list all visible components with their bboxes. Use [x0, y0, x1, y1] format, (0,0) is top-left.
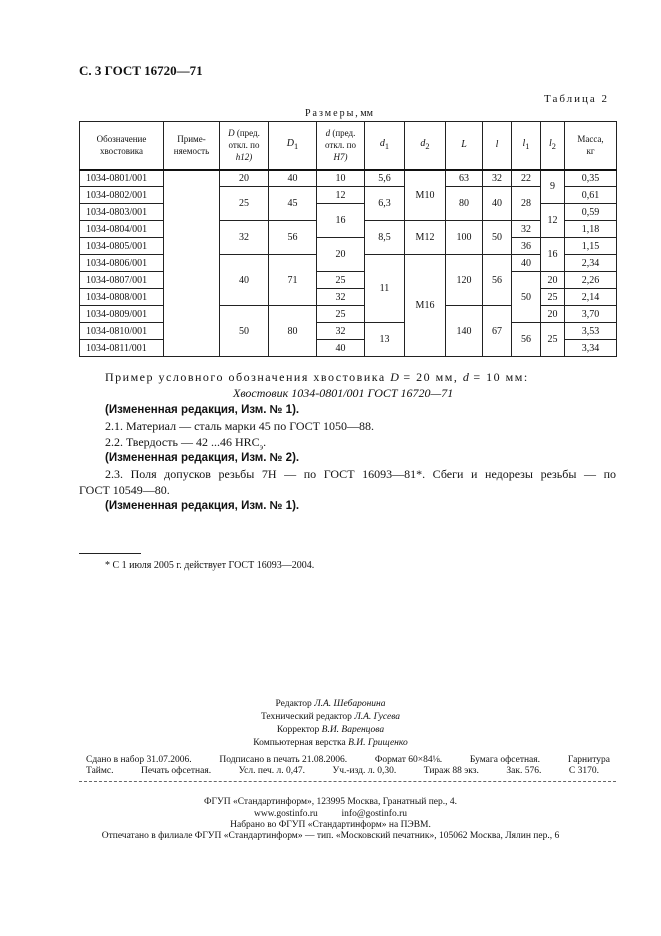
cell-D: 50: [220, 306, 269, 357]
cell-D1: 80: [269, 306, 317, 357]
cell-L: 80: [446, 187, 483, 221]
col-D: D (пред. откл. по h12): [220, 122, 269, 170]
cell-l: 56: [483, 255, 512, 306]
cell-d: 25: [317, 272, 365, 289]
edit-note-2: (Измененная редакция, Изм. № 2).: [105, 452, 300, 464]
cell-l: 50: [483, 221, 512, 255]
cell-designation: 1034-0807/001: [80, 272, 164, 289]
table-row: [80, 323, 617, 340]
footnote: * С 1 июля 2005 г. действует ГОСТ 16093—2004.: [105, 560, 315, 571]
cell-l1: 40: [512, 255, 541, 272]
cell-designation: 1034-0803/001: [80, 204, 164, 221]
cell-l1: 22: [512, 170, 541, 187]
cell-l2: 25: [541, 323, 565, 357]
col-l: l: [483, 122, 512, 170]
cell-l: 32: [483, 170, 512, 187]
separator-line: [79, 781, 616, 782]
cell-designation: 1034-0809/001: [80, 306, 164, 323]
cell-mass: 3,34: [565, 340, 617, 357]
org-line-3: Набрано во ФГУП «Стандартинформ» на ПЭВМ.: [230, 820, 431, 830]
table-row: [80, 272, 617, 289]
table-label: Таблица 2: [544, 93, 610, 105]
org-line-2: www.gostinfo.ru info@gostinfo.ru: [254, 809, 407, 819]
cell-D: 25: [220, 187, 269, 221]
cell-l1: 28: [512, 187, 541, 221]
cell-d1: 8,5: [365, 221, 405, 255]
col-l2: $l_2$: [541, 122, 565, 170]
cell-l2: 25: [541, 289, 565, 306]
col-l1: $l_1$: [512, 122, 541, 170]
table-header-row: [80, 122, 617, 170]
caption-word: Размеры: [305, 108, 356, 119]
cell-designation: 1034-0810/001: [80, 323, 164, 340]
imprint-tech-editor: Технический редактор Л.А. Гусева: [260, 712, 401, 722]
imprint-corrector: Корректор В.И. Варенцова: [276, 725, 385, 735]
cell-D: 32: [220, 221, 269, 255]
pub-info-line-2: Таймс. Печать офсетная. Усл. печ. л. 0,47. Уч.-изд. л. 0,30. Тираж 88 экз. Зак. 576. С 3170.: [86, 766, 599, 776]
cell-mass: 0,59: [565, 204, 617, 221]
edit-note-3: (Измененная редакция, Изм. № 1).: [105, 500, 300, 512]
cell-designation: 1034-0811/001: [80, 340, 164, 357]
imprint-editor: Редактор Л.А. Шебаронина: [275, 699, 386, 709]
cell-mass: 2,26: [565, 272, 617, 289]
cell-designation: 1034-0804/001: [80, 221, 164, 238]
col-mass: Масса, кг: [565, 122, 617, 170]
cell-l2: 20: [541, 306, 565, 323]
cell-D1: 40: [269, 170, 317, 187]
cell-l1: 36: [512, 238, 541, 255]
cell-l2: 12: [541, 204, 565, 238]
cell-L: 140: [446, 306, 483, 357]
cell-l: 67: [483, 306, 512, 357]
cell-l2: 9: [541, 170, 565, 204]
org-line-1: ФГУП «Стандартинформ», 123995 Москва, Гранатный пер., 4.: [203, 797, 458, 807]
col-d: d (пред. откл. по H7): [317, 122, 365, 170]
col-applicability: Приме- няемость: [164, 122, 220, 170]
edit-note-1: (Измененная редакция, Изм. № 1).: [105, 404, 300, 416]
cell-d: 40: [317, 340, 365, 357]
cell-l1: 50: [512, 272, 541, 323]
cell-designation: 1034-0808/001: [80, 289, 164, 306]
imprint-layout: Компьютерная верстка В.И. Грищенко: [253, 738, 408, 748]
cell-D: 20: [220, 170, 269, 187]
cell-D1: 45: [269, 187, 317, 221]
table-row: [80, 170, 617, 187]
table-caption: [305, 108, 373, 119]
cell-applicability: [164, 170, 220, 357]
col-d2: $d_2$: [405, 122, 446, 170]
cell-mass: 0,35: [565, 170, 617, 187]
cell-designation: 1034-0802/001: [80, 187, 164, 204]
cell-L: 63: [446, 170, 483, 187]
cell-d1: 5,6: [365, 170, 405, 187]
cell-d: 16: [317, 204, 365, 238]
cell-d1: 11: [365, 255, 405, 323]
cell-l: 40: [483, 187, 512, 221]
cell-d2: M10: [405, 170, 446, 221]
cell-L: 120: [446, 255, 483, 306]
cell-mass: 3,53: [565, 323, 617, 340]
cell-d2: M12: [405, 221, 446, 255]
item-2-2: 2.2. Твердость — 42 ...46 $HRC_э$.: [105, 435, 267, 452]
cell-D: 40: [220, 255, 269, 306]
cell-designation: 1034-0806/001: [80, 255, 164, 272]
cell-l2: 16: [541, 238, 565, 272]
table-row: [80, 187, 617, 204]
cell-l1: 32: [512, 221, 541, 238]
cell-mass: 1,15: [565, 238, 617, 255]
footnote-rule: [79, 553, 141, 554]
cell-designation: 1034-0805/001: [80, 238, 164, 255]
cell-designation: 1034-0801/001: [80, 170, 164, 187]
col-L: L: [446, 122, 483, 170]
cell-d: 32: [317, 323, 365, 340]
cell-d: 25: [317, 306, 365, 323]
cell-D1: 56: [269, 221, 317, 255]
page-header: С. 3 ГОСТ 16720—71: [79, 63, 203, 78]
cell-mass: 2,34: [565, 255, 617, 272]
item-2-3-line2: ГОСТ 10549—80.: [79, 483, 170, 497]
org-line-4: Отпечатано в филиале ФГУП «Стандартинформ» — тип. «Московский печатник», 105062 Москва, Лялин пер., 6: [101, 831, 560, 841]
cell-d2: M16: [405, 255, 446, 357]
cell-mass: 3,70: [565, 306, 617, 323]
dimensions-table: [79, 121, 617, 357]
cell-D1: 71: [269, 255, 317, 306]
cell-d: 20: [317, 238, 365, 272]
example-designation: Хвостовик 1034-0801/001 ГОСТ 16720—71: [233, 386, 454, 400]
col-d1: $d_1$: [365, 122, 405, 170]
cell-d: 10: [317, 170, 365, 187]
cell-d1: 6,3: [365, 187, 405, 221]
cell-d1: 13: [365, 323, 405, 357]
cell-mass: 0,61: [565, 187, 617, 204]
item-2-3-line1: 2.3. Поля допусков резьбы 7H — по ГОСТ 16093—81*. Сбеги и недорезы резьбы — по: [105, 467, 616, 481]
cell-l1: 56: [512, 323, 541, 357]
cell-mass: 2,14: [565, 289, 617, 306]
cell-L: 100: [446, 221, 483, 255]
example-intro: Пример условного обозначения хвостовика D = 20 мм, d = 10 мм:: [105, 370, 529, 384]
table-row: [80, 238, 617, 255]
col-D1: $D_1$: [269, 122, 317, 170]
caption-unit: , мм: [355, 108, 373, 119]
col-designation: Обозначение хвостовика: [80, 122, 164, 170]
item-2-1: 2.1. Материал — сталь марки 45 по ГОСТ 1050—88.: [105, 419, 375, 433]
cell-l2: 20: [541, 272, 565, 289]
cell-mass: 1,18: [565, 221, 617, 238]
pub-info-line-1: Сдано в набор 31.07.2006. Подписано в печать 21.08.2006. Формат 60×84⅛. Бумага офсетная. Гарнитура: [86, 755, 610, 765]
cell-d: 12: [317, 187, 365, 204]
cell-d: 32: [317, 289, 365, 306]
